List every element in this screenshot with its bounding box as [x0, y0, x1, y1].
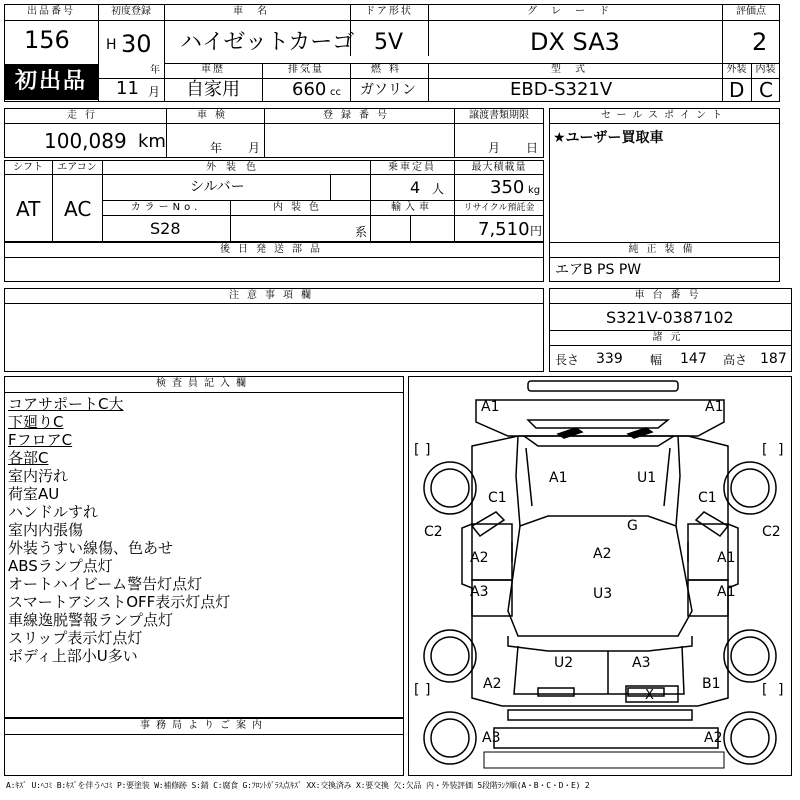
recycle-fee: 7,510 [478, 219, 530, 240]
damage-mark: C2 [424, 524, 443, 540]
exterior-color-label: 外装色 [206, 162, 266, 173]
damage-mark: G [627, 518, 638, 534]
damage-mark: A1 [481, 399, 500, 415]
damage-mark: C2 [762, 524, 781, 540]
inspection-year-unit: 年 [210, 141, 223, 155]
inspection-line: 室内汚れ [8, 467, 69, 485]
length-label: 長さ [555, 353, 580, 367]
inspection-date-label: 車検 [197, 110, 233, 121]
inspection-line: オートハイビーム警告灯点灯 [8, 575, 203, 593]
registration-month: 11 [116, 78, 139, 99]
displacement: 660 [292, 79, 327, 100]
inspection-line: コアサポートC大 [8, 395, 124, 413]
inspection-line: スリップ表示灯点灯 [8, 629, 143, 647]
shift: AT [16, 197, 41, 221]
width-label: 幅 [650, 353, 663, 367]
damage-mark: X [645, 688, 654, 703]
genuine-equipment: エアB PS PW [555, 262, 642, 278]
transfer-day-unit: 日 [526, 141, 539, 155]
inspection-line: 下廻りC [8, 413, 64, 431]
height-label: 高さ [723, 353, 748, 367]
svg-text:]: ] [425, 682, 431, 698]
era: H [106, 37, 117, 53]
interior-color-suffix: 系 [355, 225, 368, 239]
damage-mark: A3 [470, 584, 489, 600]
color-number: S28 [150, 219, 181, 238]
inspection-line: 車線逸脱警報ランプ点灯 [8, 611, 174, 629]
damage-mark: U1 [637, 470, 657, 486]
inspection-line: 外装うすい線傷、色あせ [8, 539, 174, 557]
damage-mark: A1 [549, 470, 568, 486]
max-load-label: 最大積載量 [471, 162, 527, 173]
svg-text:[: [ [414, 442, 420, 458]
history: 自家用 [186, 79, 240, 100]
damage-mark: A2 [483, 676, 502, 692]
inspection-line: スマートアシストOFF表示灯点灯 [8, 593, 231, 611]
damage-mark: C1 [698, 490, 717, 506]
caution-label: 注意事項欄 [229, 290, 319, 301]
first-registration-label: 初度登録 [111, 6, 151, 17]
interior-color-label: 内装色 [273, 202, 327, 213]
registration-number-label: 登録番号 [323, 110, 395, 121]
shift-label: シフト [13, 162, 43, 173]
year-unit: 年 [150, 65, 160, 76]
exterior-grade: D [729, 78, 745, 102]
transfer-deadline-label: 譲渡書類期限 [469, 110, 529, 121]
grade: DX SA3 [530, 28, 620, 56]
registration-year: 30 [121, 30, 152, 58]
damage-mark: U3 [593, 586, 613, 602]
damage-mark: C1 [488, 490, 507, 506]
interior-grade: C [759, 78, 773, 102]
interior-grade-label: 内装 [755, 64, 776, 75]
lot-number-label: 出品番号 [27, 6, 75, 17]
recycle-fee-unit: 円 [530, 224, 543, 238]
inspection-line: 荷室AU [8, 485, 60, 503]
displacement-unit: cc [330, 87, 341, 98]
capacity-unit: 人 [432, 182, 445, 196]
import-label: 輸入車 [391, 202, 433, 213]
door-type: 5V [374, 30, 404, 55]
legend-footer: A:ｷｽﾞ U:ﾍｺﾐ B:ｷｽﾞを伴うﾍｺﾐ P:要塗装 W:補修跡 S:錆 C:腐食 G:ﾌﾛﾝﾄｶﾞﾗｽ点ｷｽﾞ XX:交換済み X:要交換 欠:欠品 内・外装評価 5段階ﾗﾝｸ順(A・B・C・D・E) 2 [6, 781, 590, 790]
max-load: 350 [490, 177, 525, 198]
damage-mark: B1 [702, 676, 721, 692]
max-load-unit: kg [528, 185, 541, 196]
fuel-label: 燃料 [371, 64, 407, 75]
recycle-label: リサイクル預託金 [463, 203, 535, 213]
score: 2 [752, 28, 768, 56]
car-name: ハイゼットカーゴ [180, 30, 355, 55]
history-label: 車歴 [201, 64, 225, 75]
damage-mark: A2 [470, 550, 489, 566]
damage-mark: U2 [554, 655, 574, 671]
damage-mark: A1 [717, 584, 736, 600]
lot-number: 156 [24, 26, 70, 54]
svg-text:]: ] [778, 682, 784, 698]
transfer-month-unit: 月 [488, 141, 501, 155]
mileage-label: 走行 [67, 110, 103, 121]
svg-text:[: [ [762, 682, 768, 698]
aircon-label: エアコン [57, 162, 97, 173]
svg-text:]: ] [425, 442, 431, 458]
damage-mark: A2 [593, 546, 612, 562]
damage-mark: A1 [705, 399, 724, 415]
capacity-label: 乗車定員 [388, 162, 436, 173]
sales-point-label: セールスポイント [600, 110, 729, 121]
displacement-label: 排気量 [288, 64, 324, 75]
color-number-label: カラーNo. [130, 202, 202, 213]
damage-mark: A3 [482, 730, 501, 746]
height: 187 [760, 351, 787, 367]
inspection-line: 室内内張傷 [8, 521, 84, 539]
grade-label: グレード [527, 6, 623, 17]
length: 339 [596, 351, 623, 367]
damage-mark: A2 [704, 730, 723, 746]
inspection-line: FフロアC [8, 431, 73, 449]
inspection-month-unit: 月 [248, 141, 261, 155]
mileage: 100,089 [44, 129, 127, 153]
exterior-color: シルバー [190, 179, 245, 195]
fuel: ガソリン [360, 82, 416, 98]
mileage-unit: km [138, 131, 166, 152]
car-name-label: 車名 [233, 6, 281, 17]
width: 147 [680, 351, 707, 367]
damage-mark: A1 [717, 550, 736, 566]
car-diagram [408, 376, 792, 776]
exterior-grade-label: 外装 [726, 64, 747, 75]
score-label: 評価点 [736, 6, 766, 17]
model-code: EBD-S321V [510, 79, 613, 100]
capacity: 4 [410, 178, 421, 197]
inspection-line: ハンドルすれ [8, 503, 99, 521]
delivery-parts-label: 後日発送部品 [220, 244, 328, 255]
sales-point: ★ユーザー買取車 [553, 130, 664, 146]
svg-text:]: ] [778, 442, 784, 458]
door-label: ドア形状 [365, 6, 413, 17]
inspection-line: ABSランプ点灯 [8, 557, 113, 575]
damage-mark: A3 [632, 655, 651, 671]
office-notice-label: 事務局よりご案内 [140, 720, 268, 731]
inspection-line: 各部C [8, 449, 49, 467]
svg-text:[: [ [762, 442, 768, 458]
month-unit: 月 [148, 85, 161, 99]
model-label: 型式 [551, 64, 599, 75]
chassis-number: S321V-0387102 [606, 308, 734, 327]
dimensions-label: 諸元 [652, 332, 689, 343]
svg-text:[: [ [414, 682, 420, 698]
inspection-line: ボディ上部小U多い [8, 647, 138, 665]
genuine-equipment-label: 純正装備 [628, 244, 701, 255]
first-listing-badge: 初出品 [4, 64, 98, 100]
aircon: AC [64, 197, 92, 221]
chassis-number-label: 車台番号 [634, 290, 707, 301]
inspection-title: 検査員記入欄 [156, 378, 252, 389]
